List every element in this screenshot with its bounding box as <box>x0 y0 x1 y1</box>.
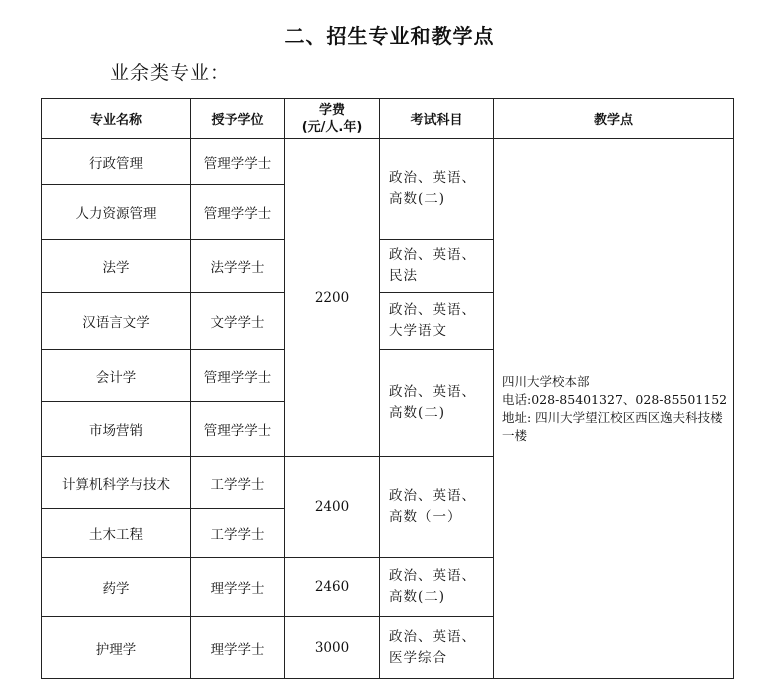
header-location: 教学点 <box>494 99 734 139</box>
table-row <box>42 139 734 185</box>
degree-cell: 法学学士 <box>191 240 285 293</box>
fee-cell: 2460 <box>285 558 380 617</box>
major-cell: 土木工程 <box>42 509 191 558</box>
header-fee <box>285 99 380 139</box>
header-major: 专业名称 <box>42 99 191 139</box>
major-cell: 法学 <box>42 240 191 293</box>
location-address: 地址: 四川大学望江校区西区逸夫科技楼一楼 <box>502 409 723 443</box>
header-subjects: 考试科目 <box>380 99 494 139</box>
major-cell: 市场营销 <box>42 402 191 457</box>
header-fee-line2: (元/人.年) <box>301 119 363 135</box>
subjects-cell: 政治、英语、大学语文 <box>380 293 494 350</box>
location-name: 四川大学校本部 <box>502 373 590 389</box>
degree-cell: 工学学士 <box>191 509 285 558</box>
table-header-row <box>42 99 734 139</box>
majors-table <box>41 98 734 679</box>
subjects-cell: 政治、英语、高数（一） <box>380 457 494 558</box>
major-cell: 人力资源管理 <box>42 185 191 240</box>
fee-cell: 2400 <box>285 457 380 558</box>
header-degree: 授予学位 <box>191 99 285 139</box>
location-phone: 电话:028-85401327、028-85501152 <box>502 391 728 407</box>
major-cell: 行政管理 <box>42 139 191 185</box>
degree-cell: 理学学士 <box>191 558 285 617</box>
major-cell: 汉语言文学 <box>42 293 191 350</box>
location-cell <box>494 139 734 679</box>
section-subtitle: 业余类专业： <box>110 62 231 84</box>
degree-cell: 管理学学士 <box>191 185 285 240</box>
major-cell: 药学 <box>42 558 191 617</box>
section-title: 二、招生专业和教学点 <box>284 24 495 48</box>
degree-cell: 管理学学士 <box>191 350 285 402</box>
subjects-cell: 政治、英语、高数(二) <box>380 350 494 457</box>
degree-cell: 理学学士 <box>191 617 285 679</box>
header-fee-line1: 学费 <box>318 102 345 118</box>
degree-cell: 工学学士 <box>191 457 285 509</box>
major-cell: 计算机科学与技术 <box>42 457 191 509</box>
subjects-cell: 政治、英语、医学综合 <box>380 617 494 679</box>
major-cell: 会计学 <box>42 350 191 402</box>
major-cell: 护理学 <box>42 617 191 679</box>
subjects-cell: 政治、英语、高数(二) <box>380 139 494 240</box>
degree-cell: 文学学士 <box>191 293 285 350</box>
fee-cell: 2200 <box>285 139 380 457</box>
fee-cell: 3000 <box>285 617 380 679</box>
subjects-cell: 政治、英语、高数(二) <box>380 558 494 617</box>
degree-cell: 管理学学士 <box>191 139 285 185</box>
subjects-cell: 政治、英语、民法 <box>380 240 494 293</box>
degree-cell: 管理学学士 <box>191 402 285 457</box>
